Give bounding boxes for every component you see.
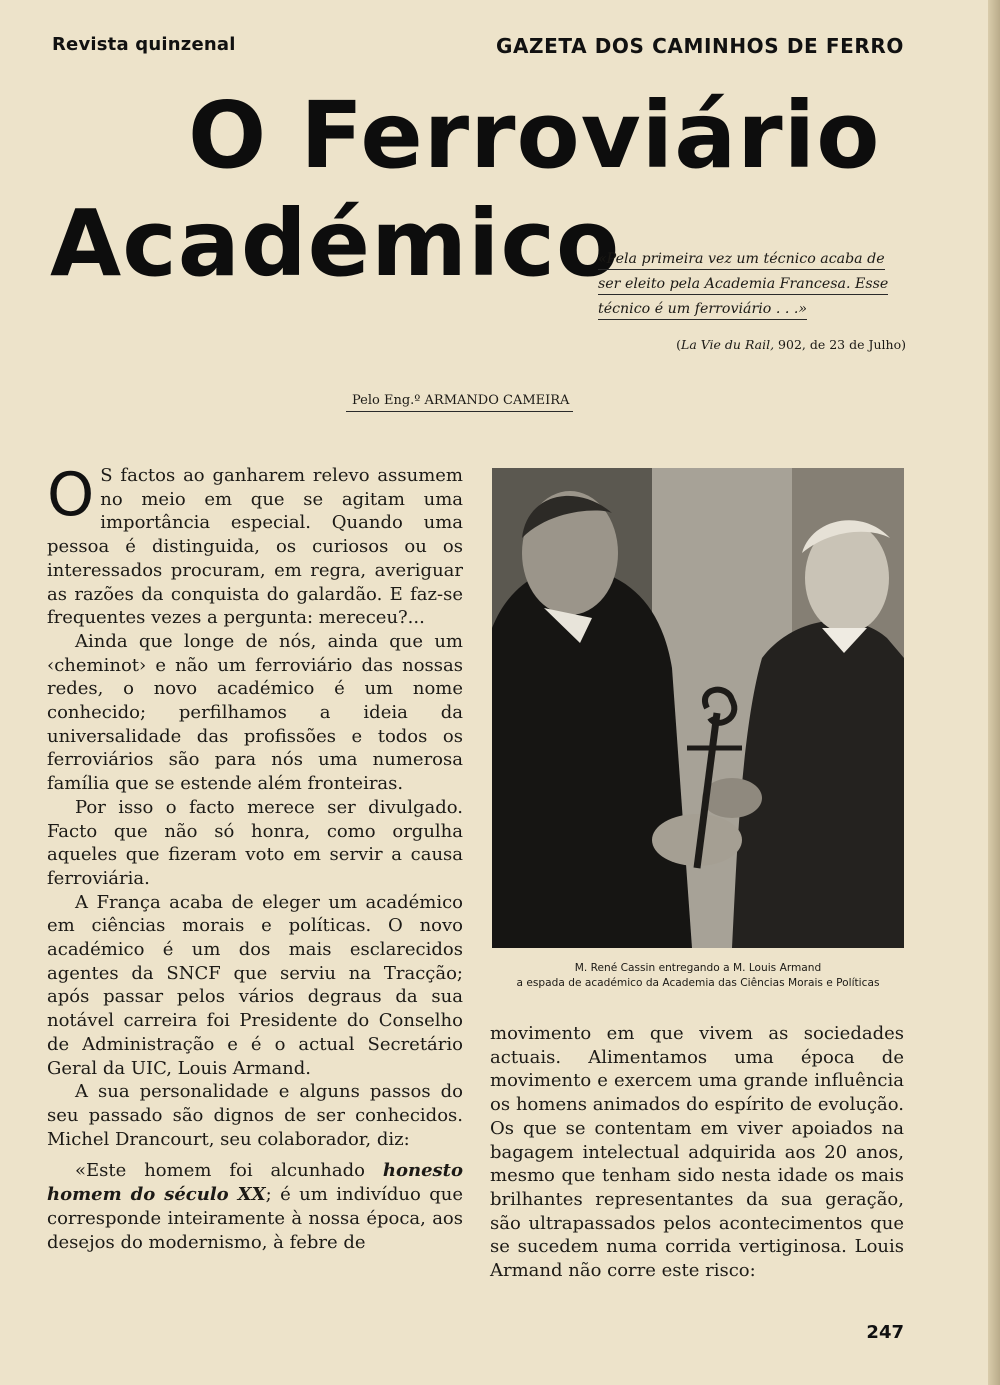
photo-caption: [488, 961, 908, 991]
epigraph-source: [560, 337, 906, 352]
paragraph-4: A França acaba de eleger um académico em ciências morais e políticas. O novo académico é um dos mais esclarecidos agentes da SNCF que serviu na Tracção; após passar pelos vários degraus da sua notável carreira foi Presidente do Conselho de Administração e é o actual Secretário Geral da UIC, Louis Armand.: [47, 891, 463, 1079]
photo-illustration: [492, 468, 904, 948]
paragraph-3: Por isso o facto merece ser divulgado. Facto que não só honra, como orgulha aqueles que fizeram voto em servir a causa ferroviária.: [47, 796, 463, 889]
paragraph-1-text: S factos ao ganharem relevo assumem no meio em que se agitam uma importância especial. Quando uma pessoa é distinguida, os curiosos ou os interessados procuram, em regra, averiguar as razões da conquista do galardão. E faz-se frequentes vezes a pergunta: mereceu?...: [47, 465, 463, 629]
paragraph-5: A sua personalidade e alguns passos do seu passado são dignos de ser conhecidos. Michel Drancourt, seu colaborador, diz:: [47, 1081, 463, 1150]
drop-cap: O: [47, 460, 95, 530]
epigraph-line-2: ser eleito pela Academia Francesa. Esse: [598, 276, 888, 295]
caption-line-2: a espada de académico da Academia das Ciências Morais e Políticas: [516, 977, 880, 989]
epigraph-source-title: La Vie du Rail,: [681, 337, 775, 352]
header-right: GAZETA DOS CAMINHOS DE FERRO: [495, 34, 904, 58]
paragraph-1: [47, 460, 463, 630]
paragraph-6-start: «Este homem foi alcunhado: [75, 1160, 383, 1182]
header-left: Revista quinzenal: [52, 34, 236, 55]
right-column: [490, 1022, 904, 1283]
title-line-2: Académico: [50, 190, 621, 297]
paragraph-6: [47, 1159, 463, 1254]
epigraph-source-rest: 902, de 23 de Julho): [774, 337, 906, 352]
left-column: [47, 460, 463, 1254]
epigraph: [598, 247, 906, 322]
byline: Pelo Eng.º ARMANDO CAMEIRA: [346, 393, 573, 412]
epigraph-line-1: «Pela primeira vez um técnico acaba de: [598, 251, 885, 270]
epigraph-source-open: (: [676, 337, 682, 352]
photograph: [492, 468, 904, 948]
paragraph-6-italic: honesto homem do século XX: [47, 1160, 463, 1206]
caption-line-1: M. René Cassin entregando a M. Louis Armand: [574, 962, 822, 974]
title-line-1: O Ferroviário: [188, 82, 881, 189]
page-number: 247: [866, 1322, 904, 1343]
paragraph-2: Ainda que longe de nós, ainda que um ‹cheminot› e não um ferroviário das nossas redes, o novo académico é um nome conhecido; perfilhamos a ideia da universalidade das profissões e todos os ferroviários são para nós uma numerosa família que se estende além fronteiras.: [47, 630, 463, 795]
right-paragraph-1: movimento em que vivem as sociedades actuais. Alimentamos uma época de movimento e exercem uma grande influência os homens animados do espírito de evolução. Os que se contentam em viver apoiados na bagagem intelectual adquirida aos 20 anos, mesmo que tenham sido nesta idade os mais brilhantes representantes da sua geração, são ultrapassados pelos acontecimentos que se sucedem numa corrida vertiginosa. Louis Armand não corre este risco:: [490, 1023, 904, 1282]
paragraph-6-end: ; é um indivíduo que corresponde inteiramente à nossa época, aos desejos do modernismo, à febre de: [47, 1184, 463, 1253]
epigraph-line-3: técnico é um ferroviário . . .»: [598, 301, 807, 320]
